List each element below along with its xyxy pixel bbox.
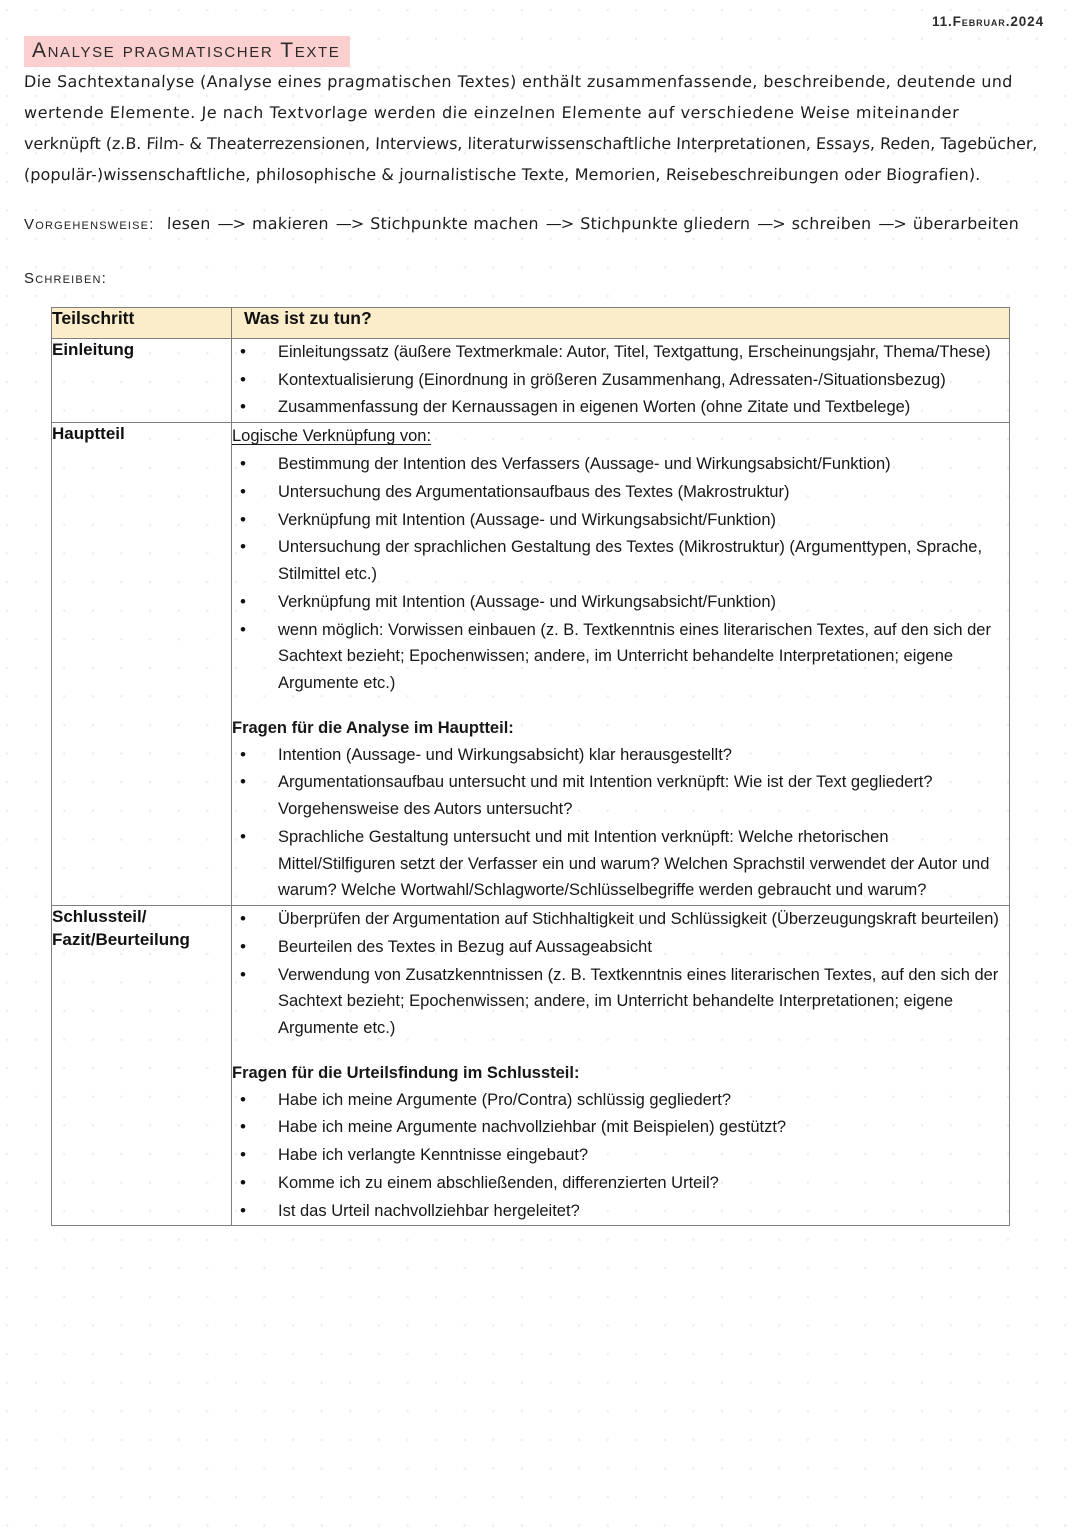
procedure-label: Vorgehensweise: (24, 216, 155, 233)
list-item: • Zusammenfassung der Kernaussagen in eigenen Worten (ohne Zitate und Textbelege) (232, 394, 1009, 421)
bullet-list (232, 742, 1009, 904)
procedure-row (24, 214, 1064, 233)
table-row (52, 423, 1010, 906)
procedure-steps (166, 214, 1019, 233)
underlined-lead-text: Logische Verknüpfung von: (232, 427, 432, 446)
writing-steps-table (51, 307, 1010, 1226)
procedure-step: überarbeiten (912, 214, 1019, 233)
list-item: • Überprüfen der Argumentation auf Stichhaltigkeit und Schlüssigkeit (Überzeugungskraft beurteilen) (232, 906, 1009, 933)
step-name-line: Fazit/Beurteilung (52, 929, 190, 949)
page-title: Analyse pragmatischer Texte (24, 36, 350, 67)
list-item: • Sprachliche Gestaltung untersucht und mit Intention verknüpft: Welche rhetorischen Mittel/Stilfiguren setzt der Verfasser ein und warum? Welchen Sprachstil verwendet der Autor und warum? Welche Wortwahl/Schlagworte/Schlüsselbegriffe werden gebraucht und warum? (232, 824, 1009, 904)
step-body-cell (232, 423, 1010, 906)
bullet-list (232, 906, 1009, 1042)
step-name-cell: Hauptteil (52, 423, 232, 906)
bullet-list (232, 339, 1009, 421)
list-item: • Argumentationsaufbau untersucht und mit Intention verknüpft: Wie ist der Text gegliedert? Vorgehensweise des Autors untersucht? (232, 769, 1009, 822)
column-header-was-ist-zu-tun: Was ist zu tun? (232, 308, 1010, 339)
list-item: • wenn möglich: Vorwissen einbauen (z. B. Textkenntnis eines literarischen Textes, auf den sich der Sachtext bezieht; Epochenwissen; andere, im Unterricht behandelte Interpretationen; eigene Argumente etc.) (232, 617, 1009, 697)
sub-heading: Fragen für die Urteilsfindung im Schlussteil: (232, 1063, 580, 1082)
list-item: • Habe ich meine Argumente (Pro/Contra) schlüssig gegliedert? (232, 1087, 1009, 1114)
arrow-icon: —> (216, 214, 245, 233)
list-item: • Ist das Urteil nachvollziehbar hergeleitet? (232, 1198, 1009, 1225)
table-body (52, 339, 1010, 1226)
list-item: • Kontextualisierung (Einordnung in größeren Zusammenhang, Adressaten-/Situationsbezug) (232, 367, 1009, 394)
list-item: • Verwendung von Zusatzkenntnissen (z. B. Textkenntnis eines literarischen Textes, auf den sich der Sachtext bezieht; Epochenwissen; andere, im Unterricht behandelte Interpretationen; eigene Argumente etc.) (232, 962, 1009, 1042)
procedure-step: schreiben (790, 214, 872, 233)
list-item: • Habe ich meine Argumente nachvollziehbar (mit Beispielen) gestützt? (232, 1114, 1009, 1141)
bullet-list (232, 1087, 1009, 1225)
bullet-list (232, 451, 1009, 696)
list-item: • Verknüpfung mit Intention (Aussage- und Wirkungsabsicht/Funktion) (232, 589, 1009, 616)
writing-section-label: Schreiben: (24, 270, 108, 287)
sub-heading: Fragen für die Analyse im Hauptteil: (232, 718, 514, 737)
procedure-step: Stichpunkte gliedern (579, 214, 751, 233)
list-item: • Einleitungssatz (äußere Textmerkmale: Autor, Titel, Textgattung, Erscheinungsjahr, Thema/These) (232, 339, 1009, 366)
list-item: • Untersuchung der sprachlichen Gestaltung des Textes (Mikrostruktur) (Argumenttypen, Sprache, Stilmittel etc.) (232, 534, 1009, 587)
table-row (52, 906, 1010, 1226)
list-item: • Komme ich zu einem abschließenden, differenzierten Urteil? (232, 1170, 1009, 1197)
step-name-cell: Einleitung (52, 339, 232, 423)
list-item: • Bestimmung der Intention des Verfassers (Aussage- und Wirkungsabsicht/Funktion) (232, 451, 1009, 478)
list-item: • Beurteilen des Textes in Bezug auf Aussageabsicht (232, 934, 1009, 961)
table-row (52, 339, 1010, 423)
arrow-icon: —> (756, 214, 785, 233)
column-header-teilschritt: Teilschritt (52, 308, 232, 339)
intro-paragraph (24, 66, 1040, 190)
list-item: • Verknüpfung mit Intention (Aussage- und Wirkungsabsicht/Funktion) (232, 507, 1009, 534)
arrow-icon: —> (335, 214, 364, 233)
intro-line: Die Sachtextanalyse (Analyse eines pragmatischen Textes) enthält zusammenfassende, beschreibende, deutende und (23, 72, 1014, 91)
list-item: • Untersuchung des Argumentationsaufbaus des Textes (Makrostruktur) (232, 479, 1009, 506)
procedure-step: makieren (251, 214, 329, 233)
procedure-step: Stichpunkte machen (369, 214, 539, 233)
step-name-line: Schlussteil/ (52, 907, 147, 927)
intro-line: verknüpft (z.B. Film- & Theaterrezensionen, Interviews, literaturwissenschaftliche Interpretationen, Essays, Reden, Tagebücher, (23, 134, 1038, 153)
list-item: • Habe ich verlangte Kenntnisse eingebaut? (232, 1142, 1009, 1169)
arrow-icon: —> (545, 214, 574, 233)
step-body-cell (232, 906, 1010, 1226)
intro-line: (populär-)wissenschaftliche, philosophische & journalistische Texte, Memorien, Reisebeschreibungen oder Biografien). (23, 165, 981, 184)
step-name-cell (52, 906, 232, 1226)
list-item: • Intention (Aussage- und Wirkungsabsicht) klar herausgestellt? (232, 742, 1009, 769)
writing-steps-table-wrapper (51, 307, 1010, 1226)
step-body-cell (232, 339, 1010, 423)
document-date: 11.Februar.2024 (931, 14, 1044, 29)
procedure-step: lesen (166, 214, 211, 233)
intro-line: wertende Elemente. Je nach Textvorlage werden die einzelnen Elemente auf verschiedene Weise miteinander (23, 103, 960, 122)
table-header-row (52, 308, 1010, 339)
arrow-icon: —> (877, 214, 906, 233)
